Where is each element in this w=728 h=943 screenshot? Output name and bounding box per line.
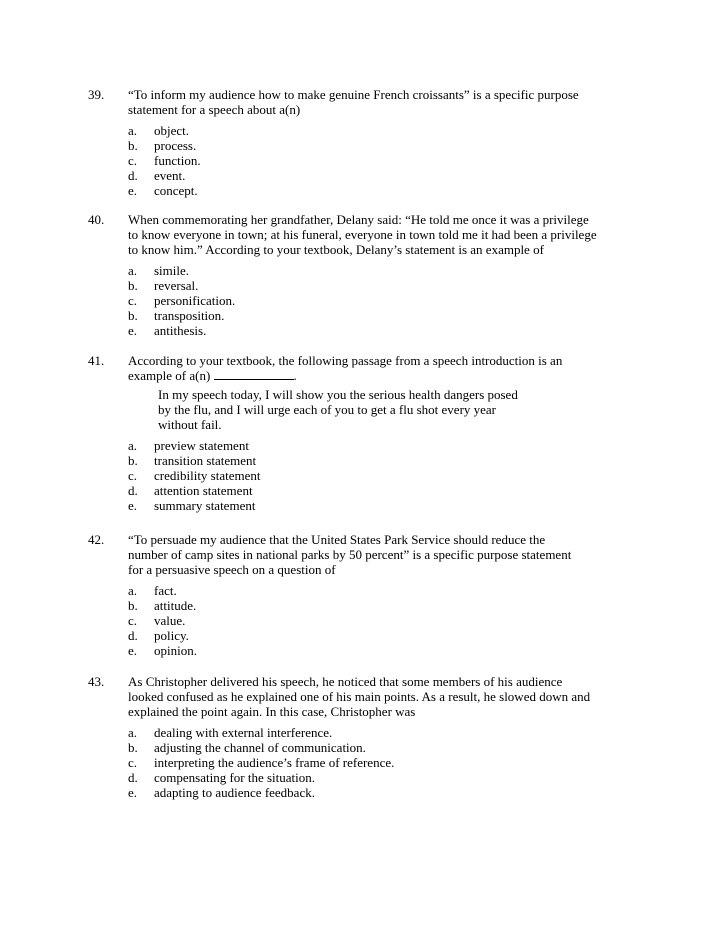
stem-line: looked confused as he explained one of his main points. As a result, he slowed down and xyxy=(128,689,591,704)
stem-suffix: . xyxy=(293,368,297,383)
option-letter: d. xyxy=(128,770,138,785)
stem-line: “To persuade my audience that the United States Park Service should reduce the xyxy=(128,532,546,547)
option-list xyxy=(128,123,648,198)
option-c xyxy=(128,293,648,308)
option-list xyxy=(128,438,648,513)
option-e xyxy=(128,643,648,658)
stem-line: explained the point again. In this case, Christopher was xyxy=(128,704,416,719)
stem-line: According to your textbook, the following passage from a speech introduction is an xyxy=(128,353,563,368)
option-text: attitude. xyxy=(154,598,197,613)
option-text: summary statement xyxy=(154,498,256,513)
option-letter: c. xyxy=(128,293,138,308)
option-letter: d. xyxy=(128,168,138,183)
option-letter: b. xyxy=(128,740,138,755)
option-text: policy. xyxy=(154,628,189,643)
stem-line: When commemorating her grandfather, Delany said: “He told me once it was a privilege xyxy=(128,212,589,227)
question-stem xyxy=(128,87,628,117)
option-letter: d. xyxy=(128,628,138,643)
stem-line: to know him.” According to your textbook, Delany’s statement is an example of xyxy=(128,242,544,257)
option-letter: c. xyxy=(128,613,138,628)
option-letter: b. xyxy=(128,453,138,468)
option-c xyxy=(128,468,648,483)
option-text: adjusting the channel of communication. xyxy=(154,740,366,755)
option-letter: a. xyxy=(128,438,138,453)
option-b xyxy=(128,278,648,293)
option-letter: e. xyxy=(128,643,138,658)
question-number: 43. xyxy=(88,674,105,689)
option-text: object. xyxy=(154,123,190,138)
option-letter: b. xyxy=(128,138,138,153)
option-b xyxy=(128,453,648,468)
stem-line: to know everyone in town; at his funeral, everyone in town told me it had been a privilege xyxy=(128,227,597,242)
stem-line-text: example of a(n) xyxy=(128,368,211,383)
question-stem xyxy=(128,353,628,383)
option-c xyxy=(128,613,648,628)
stem-line: statement for a speech about a(n) xyxy=(128,102,301,117)
option-letter: d. xyxy=(128,483,138,498)
option-d xyxy=(128,308,648,323)
question-number: 40. xyxy=(88,212,105,227)
option-d xyxy=(128,483,648,498)
question-number: 39. xyxy=(88,87,105,102)
option-text: concept. xyxy=(154,183,198,198)
stem-line: for a persuasive speech on a question of xyxy=(128,562,336,577)
passage-line: by the flu, and I will urge each of you to get a flu shot every year xyxy=(158,402,497,417)
option-text: adapting to audience feedback. xyxy=(154,785,315,800)
option-text: simile. xyxy=(154,263,190,278)
option-text: process. xyxy=(154,138,197,153)
option-text: function. xyxy=(154,153,201,168)
stem-line: “To inform my audience how to make genuine French croissants” is a specific purpose xyxy=(128,87,579,102)
option-text: preview statement xyxy=(154,438,249,453)
option-text: opinion. xyxy=(154,643,197,658)
option-letter: e. xyxy=(128,785,138,800)
stem-line: As Christopher delivered his speech, he noticed that some members of his audience xyxy=(128,674,563,689)
option-e xyxy=(128,785,648,800)
passage-line: without fail. xyxy=(158,417,222,432)
question-39 xyxy=(88,87,648,198)
option-b xyxy=(128,138,648,153)
option-letter: a. xyxy=(128,123,138,138)
passage-line: In my speech today, I will show you the serious health dangers posed xyxy=(158,387,518,402)
stem-line xyxy=(128,368,628,383)
option-a xyxy=(128,583,648,598)
quoted-passage xyxy=(158,387,530,432)
option-letter: e. xyxy=(128,323,138,338)
option-a xyxy=(128,123,648,138)
option-letter: a. xyxy=(128,583,138,598)
option-e xyxy=(128,323,648,338)
option-text: attention statement xyxy=(154,483,253,498)
question-stem xyxy=(128,212,628,257)
option-text: value. xyxy=(154,613,186,628)
option-text: transition statement xyxy=(154,453,257,468)
option-a xyxy=(128,725,648,740)
question-40 xyxy=(88,212,648,338)
option-e xyxy=(128,498,648,513)
option-c xyxy=(128,153,648,168)
option-letter: b. xyxy=(128,598,138,613)
option-letter: e. xyxy=(128,183,138,198)
question-number: 42. xyxy=(88,532,105,547)
option-letter: e. xyxy=(128,498,138,513)
option-letter: c. xyxy=(128,153,138,168)
option-letter: c. xyxy=(128,755,138,770)
option-list xyxy=(128,725,648,800)
question-43 xyxy=(88,674,648,800)
question-stem xyxy=(128,674,628,719)
option-text: antithesis. xyxy=(154,323,207,338)
option-b xyxy=(128,740,648,755)
option-d xyxy=(128,628,648,643)
option-c xyxy=(128,755,648,770)
option-e xyxy=(128,183,648,198)
option-letter: a. xyxy=(128,263,138,278)
option-letter: b. xyxy=(128,308,138,323)
option-a xyxy=(128,263,648,278)
option-list xyxy=(128,263,648,338)
question-number: 41. xyxy=(88,353,105,368)
option-text: transposition. xyxy=(154,308,225,323)
option-text: credibility statement xyxy=(154,468,261,483)
option-text: interpreting the audience’s frame of reference. xyxy=(154,755,395,770)
option-letter: a. xyxy=(128,725,138,740)
option-d xyxy=(128,770,648,785)
question-41 xyxy=(88,353,648,513)
option-a xyxy=(128,438,648,453)
option-text: reversal. xyxy=(154,278,199,293)
stem-line: number of camp sites in national parks by 50 percent” is a specific purpose statement xyxy=(128,547,572,562)
option-letter: c. xyxy=(128,468,138,483)
option-text: compensating for the situation. xyxy=(154,770,316,785)
option-text: personification. xyxy=(154,293,236,308)
option-list xyxy=(128,583,648,658)
option-letter: b. xyxy=(128,278,138,293)
option-text: dealing with external interference. xyxy=(154,725,333,740)
question-42 xyxy=(88,532,648,658)
option-d xyxy=(128,168,648,183)
option-b xyxy=(128,598,648,613)
question-stem xyxy=(128,532,628,577)
option-text: event. xyxy=(154,168,186,183)
option-text: fact. xyxy=(154,583,177,598)
answer-blank xyxy=(214,368,294,380)
